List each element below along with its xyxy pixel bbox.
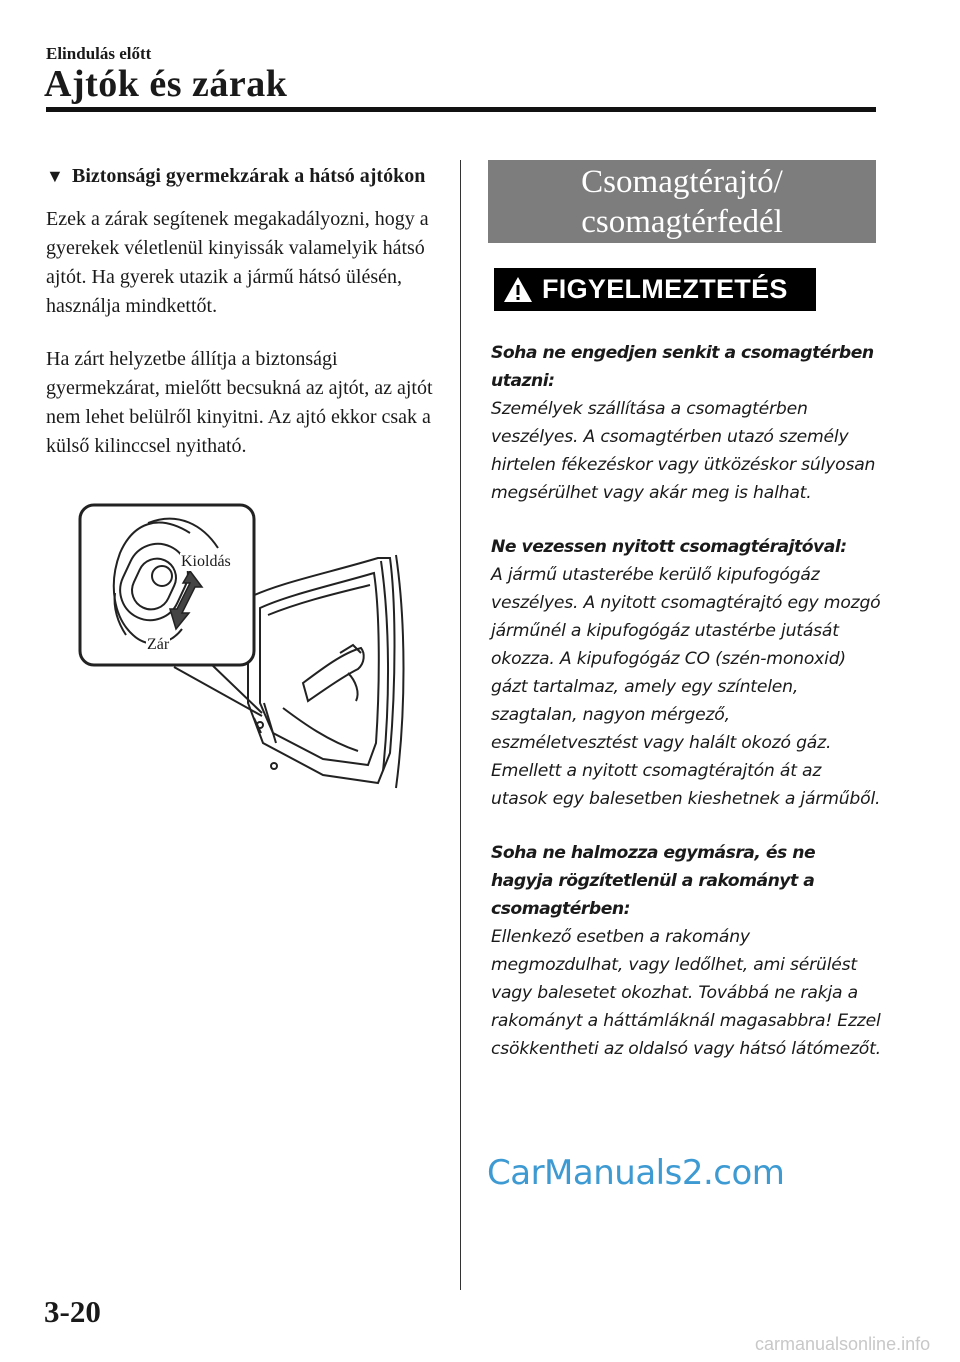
left-column	[46, 162, 436, 461]
door-illustration	[78, 503, 408, 793]
child-lock-heading	[46, 162, 436, 191]
footer-source-link[interactable]: carmanualsonline.info	[755, 1334, 931, 1354]
section-title-box	[488, 160, 876, 243]
watermark-logo: CarManuals2.com	[487, 1153, 785, 1193]
warning-item	[491, 533, 881, 813]
page-number: 3-20	[44, 1294, 101, 1329]
warning-item-title: Soha ne engedjen senkit a csomagtérben utazni:	[491, 343, 874, 391]
warning-item-text: A jármű utasterébe kerülő kipufogógáz veszélyes. A nyitott csomagtérajtó egy mozgó járműnél a kipufogógáz utastérbe jutását okozza. A kipufogógáz CO (szén-monoxid) gázt tartalmaz, amely egy színtelen, szagtalan, nagyon mérgező, eszméletvesztést vagy halált okozó gáz. Emellett a nyitott csomagtérajtón át az utasok egy balesetben kieshetnek a járműből.	[491, 565, 881, 809]
warning-item-title: Ne vezessen nyitott csomagtérajtóval:	[491, 537, 847, 557]
column-divider	[460, 160, 461, 1290]
label-release: Kioldás	[181, 553, 231, 570]
section-title-line-1: Csomagtérajtó/	[581, 164, 783, 200]
child-lock-heading-text: Biztonsági gyermekzárak a hátsó ajtókon	[72, 165, 426, 187]
child-lock-paragraph-1: Ezek a zárak segítenek megakadályozni, hogy a gyerekek véletlenül kinyissák valamelyik hátsó ajtót. Ha gyerek utazik a jármű hátsó ülésén, használja mindkettőt.	[46, 208, 429, 317]
child-lock-illustration	[78, 503, 408, 793]
warning-item-text: Személyek szállítása a csomagtérben veszélyes. A csomagtérben utazó személy hirtelen fékezéskor vagy ütközéskor súlyosan megsérülhet vagy akár meg is halhat.	[491, 399, 876, 503]
warning-item-text: Ellenkező esetben a rakomány megmozdulhat, vagy ledőlhet, ami sérülést vagy balesetet okozhat. Továbbá ne rakja a rakományt a háttámláknál magasabbra! Ezzel csökkentheti az oldalsó vagy hátsó látómezőt.	[491, 927, 881, 1059]
child-lock-paragraph-2: Ha zárt helyzetbe állítja a biztonsági gyermekzárat, mielőtt becsukná az ajtót, az ajtót nem lehet belülről kinyitni. Az ajtó ekkor csak a külső kilinccsel nyitható.	[46, 348, 433, 457]
page-title: Ajtók és zárak	[44, 63, 288, 105]
section-title-line-2: csomagtérfedél	[581, 204, 783, 240]
header-rule	[46, 107, 876, 112]
warning-content	[491, 339, 881, 1063]
warning-item-title: Soha ne halmozza egymásra, és ne hagyja rögzítetlenül a rakományt a csomagtérben:	[491, 843, 816, 919]
warning-triangle-icon	[494, 268, 542, 311]
warning-banner	[494, 268, 816, 311]
warning-item	[491, 839, 881, 1063]
triangle-bullet-icon: ▼	[46, 166, 64, 186]
header-section-label: Elindulás előtt	[46, 44, 152, 63]
label-lock: Zár	[147, 636, 170, 653]
warning-label: FIGYELMEZTETÉS	[542, 274, 788, 304]
warning-item	[491, 339, 881, 507]
